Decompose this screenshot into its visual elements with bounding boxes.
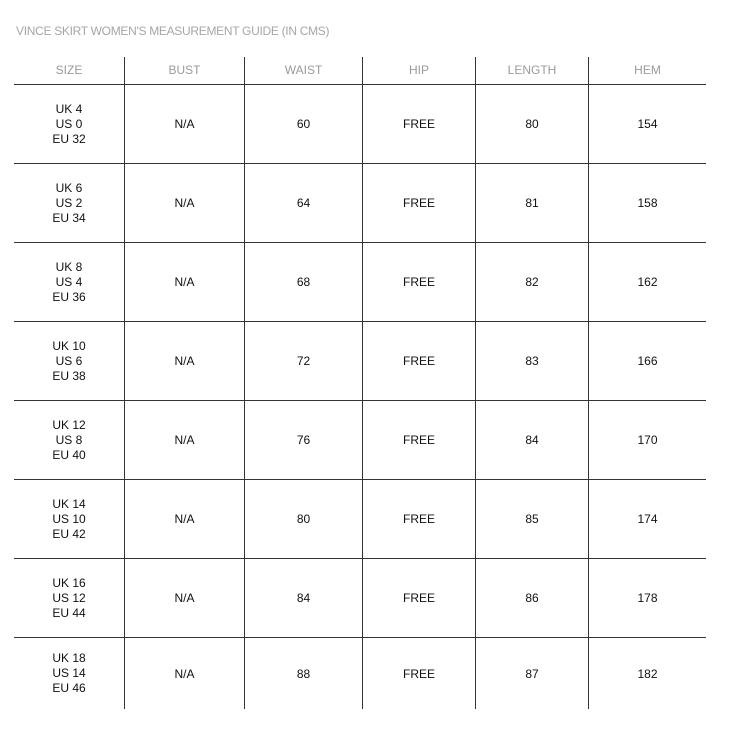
size-eu: EU 36 [52, 289, 86, 304]
hip-cell: FREE [362, 638, 475, 709]
size-us: US 10 [52, 511, 86, 526]
header-hip: HIP [362, 57, 475, 84]
size-lines [52, 181, 85, 226]
size-eu: EU 34 [52, 210, 86, 225]
hem-cell: 166 [588, 322, 706, 400]
size-eu: EU 46 [52, 681, 86, 695]
size-lines [52, 576, 85, 621]
measurement-table [14, 57, 706, 709]
size-us: US 12 [52, 590, 86, 605]
size-us: US 8 [55, 432, 83, 447]
waist-cell: 84 [244, 559, 362, 637]
bust-cell: N/A [124, 638, 244, 709]
waist-cell: 80 [244, 480, 362, 558]
header-waist: WAIST [244, 57, 362, 84]
table-row [14, 480, 706, 559]
hem-cell: 174 [588, 480, 706, 558]
bust-cell: N/A [124, 85, 244, 163]
bust-cell: N/A [124, 559, 244, 637]
size-lines [52, 339, 85, 384]
header-length: LENGTH [475, 57, 588, 84]
size-lines [52, 102, 85, 147]
hip-cell: FREE [362, 164, 475, 242]
size-cell [14, 243, 124, 321]
size-eu: EU 40 [52, 447, 86, 462]
length-cell: 80 [475, 85, 588, 163]
hip-cell: FREE [362, 85, 475, 163]
size-us: US 6 [55, 353, 83, 368]
length-cell: 87 [475, 638, 588, 709]
size-uk: UK 14 [52, 496, 86, 511]
hem-cell: 178 [588, 559, 706, 637]
waist-cell: 68 [244, 243, 362, 321]
waist-cell: 76 [244, 401, 362, 479]
size-us: US 14 [52, 666, 86, 680]
size-uk: UK 4 [55, 101, 83, 116]
size-us: US 0 [55, 116, 83, 131]
page-title: VINCE SKIRT WOMEN'S MEASUREMENT GUIDE (IN CMS) [16, 24, 330, 38]
bust-cell: N/A [124, 480, 244, 558]
waist-cell: 88 [244, 638, 362, 709]
size-eu: EU 38 [52, 368, 86, 383]
hip-cell: FREE [362, 559, 475, 637]
waist-cell: 72 [244, 322, 362, 400]
waist-cell: 64 [244, 164, 362, 242]
bust-cell: N/A [124, 401, 244, 479]
table-row [14, 322, 706, 401]
size-eu: EU 32 [52, 131, 86, 146]
size-us: US 4 [55, 274, 83, 289]
length-cell: 83 [475, 322, 588, 400]
header-size: SIZE [55, 63, 83, 77]
length-cell: 85 [475, 480, 588, 558]
table-row [14, 638, 706, 709]
size-us: US 2 [55, 195, 83, 210]
size-uk: UK 6 [55, 180, 83, 195]
size-cell [14, 164, 124, 242]
hip-cell: FREE [362, 322, 475, 400]
size-lines [52, 260, 85, 305]
hem-cell: 170 [588, 401, 706, 479]
size-cell [14, 638, 124, 709]
hem-cell: 182 [588, 638, 706, 709]
hem-cell: 158 [588, 164, 706, 242]
size-cell [14, 85, 124, 163]
size-eu: EU 42 [52, 526, 86, 541]
length-cell: 86 [475, 559, 588, 637]
table-row [14, 164, 706, 243]
size-cell [14, 559, 124, 637]
hip-cell: FREE [362, 243, 475, 321]
size-cell [14, 401, 124, 479]
table-row [14, 559, 706, 638]
size-uk: UK 16 [52, 575, 86, 590]
length-cell: 82 [475, 243, 588, 321]
size-lines [52, 497, 85, 542]
size-eu: EU 44 [52, 605, 86, 620]
table-header-row [14, 57, 706, 85]
table-body [14, 85, 706, 709]
hem-cell: 162 [588, 243, 706, 321]
size-lines [52, 651, 85, 696]
length-cell: 81 [475, 164, 588, 242]
bust-cell: N/A [124, 322, 244, 400]
size-uk: UK 18 [52, 651, 86, 665]
size-uk: UK 8 [55, 259, 83, 274]
size-cell [14, 480, 124, 558]
length-cell: 84 [475, 401, 588, 479]
size-uk: UK 12 [52, 417, 86, 432]
waist-cell: 60 [244, 85, 362, 163]
size-cell [14, 322, 124, 400]
table-row [14, 401, 706, 480]
size-lines [52, 418, 85, 463]
table-row [14, 85, 706, 164]
bust-cell: N/A [124, 243, 244, 321]
table-row [14, 243, 706, 322]
hip-cell: FREE [362, 401, 475, 479]
header-bust: BUST [124, 57, 244, 84]
hem-cell: 154 [588, 85, 706, 163]
size-uk: UK 10 [52, 338, 86, 353]
hip-cell: FREE [362, 480, 475, 558]
header-hem: HEM [588, 57, 706, 84]
bust-cell: N/A [124, 164, 244, 242]
